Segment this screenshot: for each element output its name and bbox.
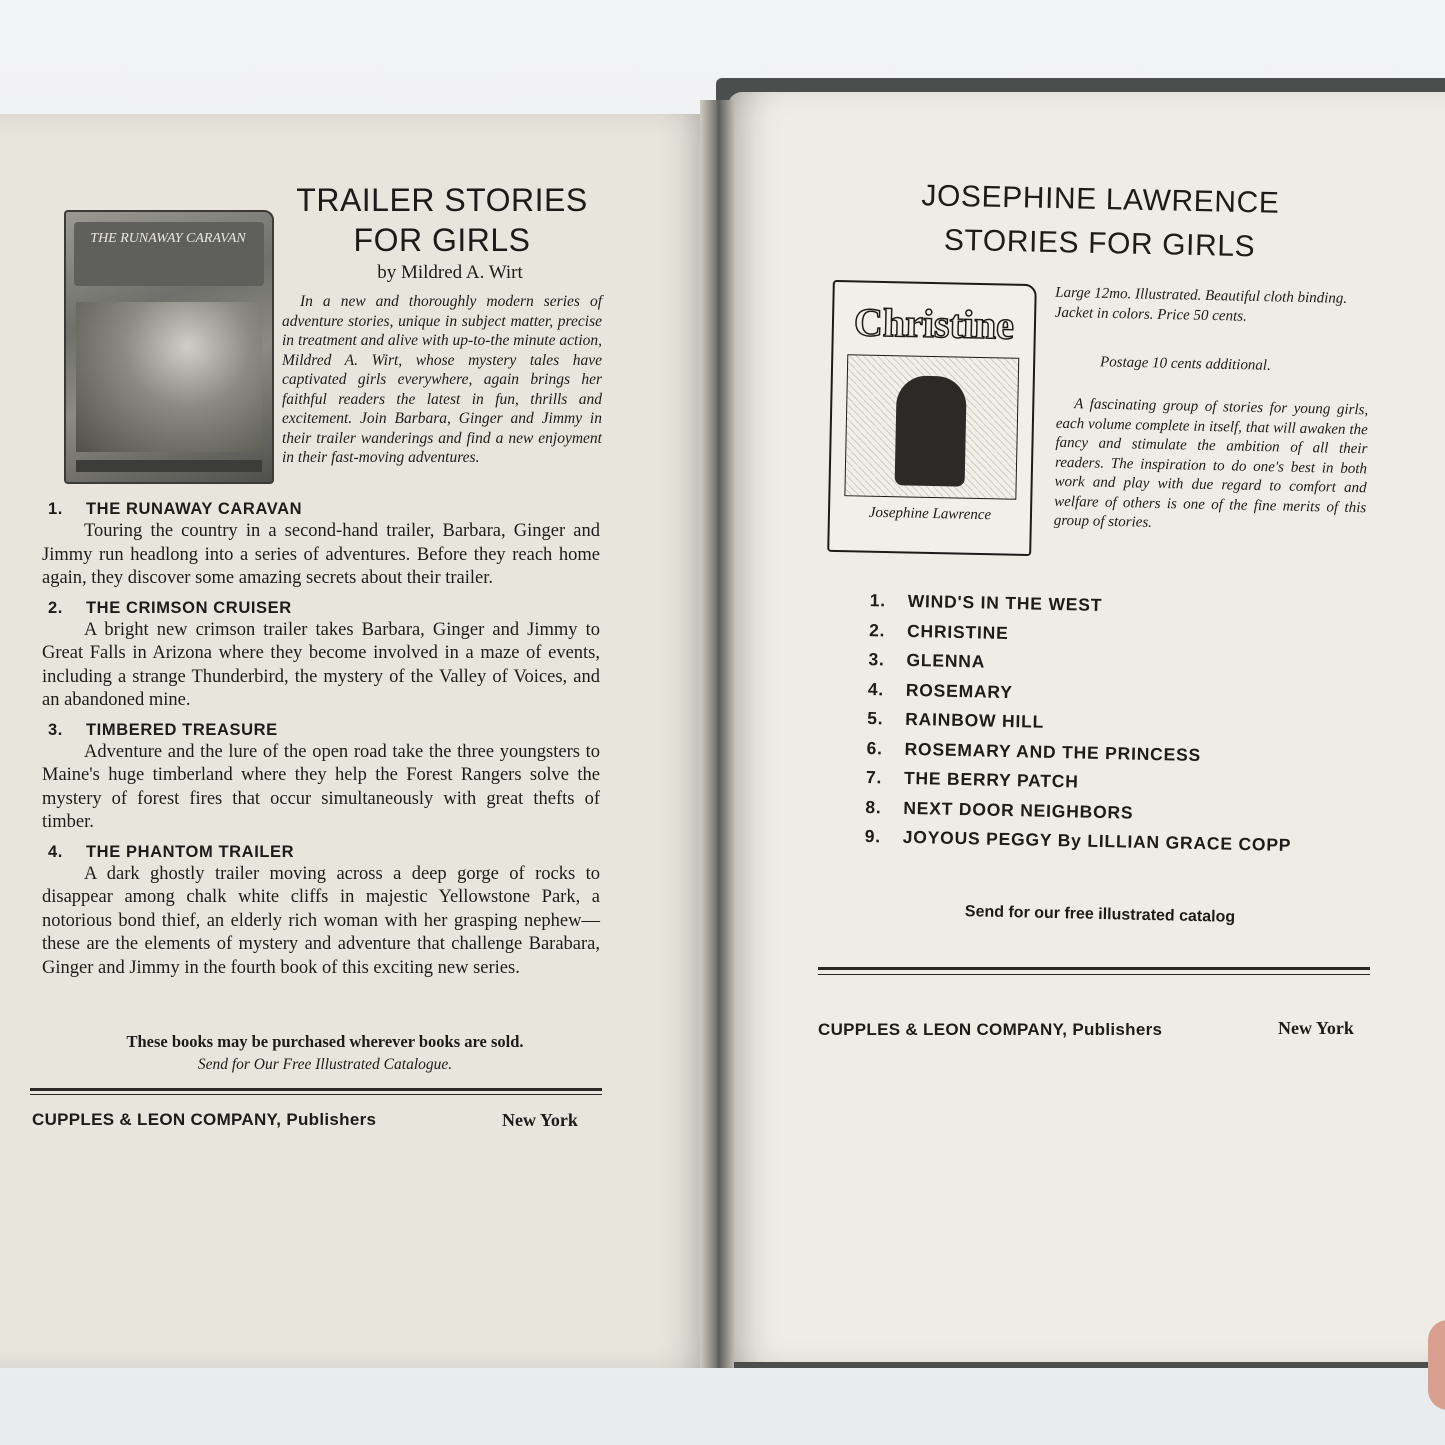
right-page-title — [869, 173, 1331, 271]
catalogue-note: Send for Our Free Illustrated Catalogue. — [197, 1056, 453, 1073]
book-title: THE RUNAWAY CARAVAN — [86, 500, 303, 518]
cover-bottom-band — [76, 460, 262, 472]
book-number: 3. — [48, 720, 63, 739]
book-title: ROSEMARY AND THE PRINCESS — [904, 738, 1202, 765]
left-author: by Mildred A. Wirt — [377, 262, 523, 283]
divider-rule — [818, 967, 1370, 970]
book-title: THE CRIMSON CRUISER — [86, 598, 292, 617]
cover-title: Christine — [853, 299, 1015, 348]
right-title-line2: STORIES FOR GIRLS — [943, 223, 1256, 264]
runaway-caravan-cover-image — [64, 210, 274, 484]
book-description: Touring the country in a second-hand trailer, Barbara, Ginger and Jimmy run headlong into a series of adventures. Before they reach home again, they discover some amazing secrets about their trailer. — [42, 521, 600, 588]
list-item — [42, 498, 600, 591]
book-number: 4. — [48, 842, 63, 861]
divider-rule — [30, 1088, 602, 1091]
divider-rule-thin — [818, 974, 1370, 975]
cover-figure — [895, 375, 967, 486]
cover-author: Josephine Lawrence — [868, 504, 992, 524]
book-number: 2. — [48, 598, 63, 617]
book-specs: Large 12mo. Illustrated. Beautiful cloth binding. Jacket in colors. Price 50 cents. — [1054, 284, 1348, 325]
book-description: Adventure and the lure of the open road take the three youngsters to Maine's huge timberland where they help the Forest Rangers solve the mystery of forest fires that occur simultaneously with great thefts of timber. — [42, 741, 600, 832]
right-blurb: A fascinating group of stories for young girls, each volume complete in itself, that will awaken the fancy and stimulate the ambition of all their readers. The inspiration to do one's best in both work and play with due regard to comfort and welfare of others is one of the fine merits of this group of stories. — [1053, 396, 1369, 531]
divider-rule-thin — [30, 1094, 602, 1095]
book-title: RAINBOW HILL — [905, 708, 1045, 732]
book-number: 5. — [867, 708, 884, 729]
right-publisher: CUPPLES & LEON COMPANY, Publishers — [818, 1020, 1163, 1039]
left-page-title — [262, 180, 622, 260]
book-number: 2. — [868, 619, 886, 640]
book-description: A bright new crimson trailer takes Barbara, Ginger and Jimmy to Great Falls in Arizona where they become involved in a maze of events, including a strange Thunderbird, the mystery of the Valley of Voices, and an abandoned mine. — [42, 619, 600, 710]
book-gutter — [700, 100, 734, 1368]
book-number: 8. — [865, 796, 882, 817]
book-title: GLENNA — [906, 649, 986, 672]
book-number: 4. — [867, 678, 885, 699]
book-title: CHRISTINE — [906, 620, 1009, 643]
list-item — [42, 597, 600, 713]
book-title: THE BERRY PATCH — [903, 767, 1079, 792]
finger-tip — [1428, 1320, 1445, 1410]
right-city: New York — [1278, 1018, 1354, 1038]
cover-scene — [76, 302, 262, 452]
book-title: THE PHANTOM TRAILER — [86, 842, 295, 861]
book-title: JOYOUS PEGGY By LILLIAN GRACE COPP — [902, 826, 1292, 855]
trailer-book-list — [42, 498, 600, 986]
list-item — [42, 841, 600, 981]
left-city: New York — [502, 1110, 578, 1130]
purchase-note: These books may be purchased wherever books are sold. — [126, 1032, 524, 1051]
book-number: 6. — [866, 737, 884, 758]
left-title-line2: FOR GIRLS — [353, 222, 531, 258]
book-title: NEXT DOOR NEIGHBORS — [903, 797, 1134, 823]
left-title-line1: TRAILER STORIES — [296, 182, 588, 218]
postage-note: Postage 10 cents additional. — [1099, 354, 1271, 374]
book-description: A dark ghostly trailer moving across a deep gorge of rocks to disappear among chalk white cliffs in majestic Yellowstone Park, a notorious bond thief, an elderly rich woman with her grasping nephew—these are the elements of mystery and adventure that challenge Barabara, Ginger and Jimmy in the fourth book of this exciting new series. — [42, 863, 600, 978]
book-title: TIMBERED TREASURE — [86, 720, 278, 739]
lawrence-book-list — [860, 586, 1345, 861]
cover-title-text: THE RUNAWAY CARAVAN — [90, 231, 246, 246]
book-number: 1. — [48, 500, 63, 518]
book-title: WIND'S IN THE WEST — [907, 590, 1103, 615]
book-number: 9. — [864, 826, 882, 847]
list-item — [42, 719, 600, 835]
right-title-line1: JOSEPHINE LAWRENCE — [921, 179, 1280, 220]
book-title: ROSEMARY — [905, 679, 1013, 702]
left-blurb: In a new and thoroughly modern series of adventure stories, unique in subject matter, precise in treatment and alive with up-to-the minute action, Mildred A. Wirt, whose mystery tales have captivated girls everywhere, again brings her faithful readers the latest in fun, thrills and excitement. Join Barbara, Ginger and Jimmy in their trailer wanderings and find a new enjoyment in their fast-moving adventures. — [282, 293, 602, 466]
book-number: 3. — [868, 649, 885, 670]
left-publisher: CUPPLES & LEON COMPANY, Publishers — [32, 1110, 377, 1129]
christine-cover-image — [827, 280, 1037, 556]
catalog-note: Send for our free illustrated catalog — [964, 903, 1236, 926]
book-number: 7. — [865, 767, 883, 788]
book-number: 1. — [869, 590, 887, 611]
